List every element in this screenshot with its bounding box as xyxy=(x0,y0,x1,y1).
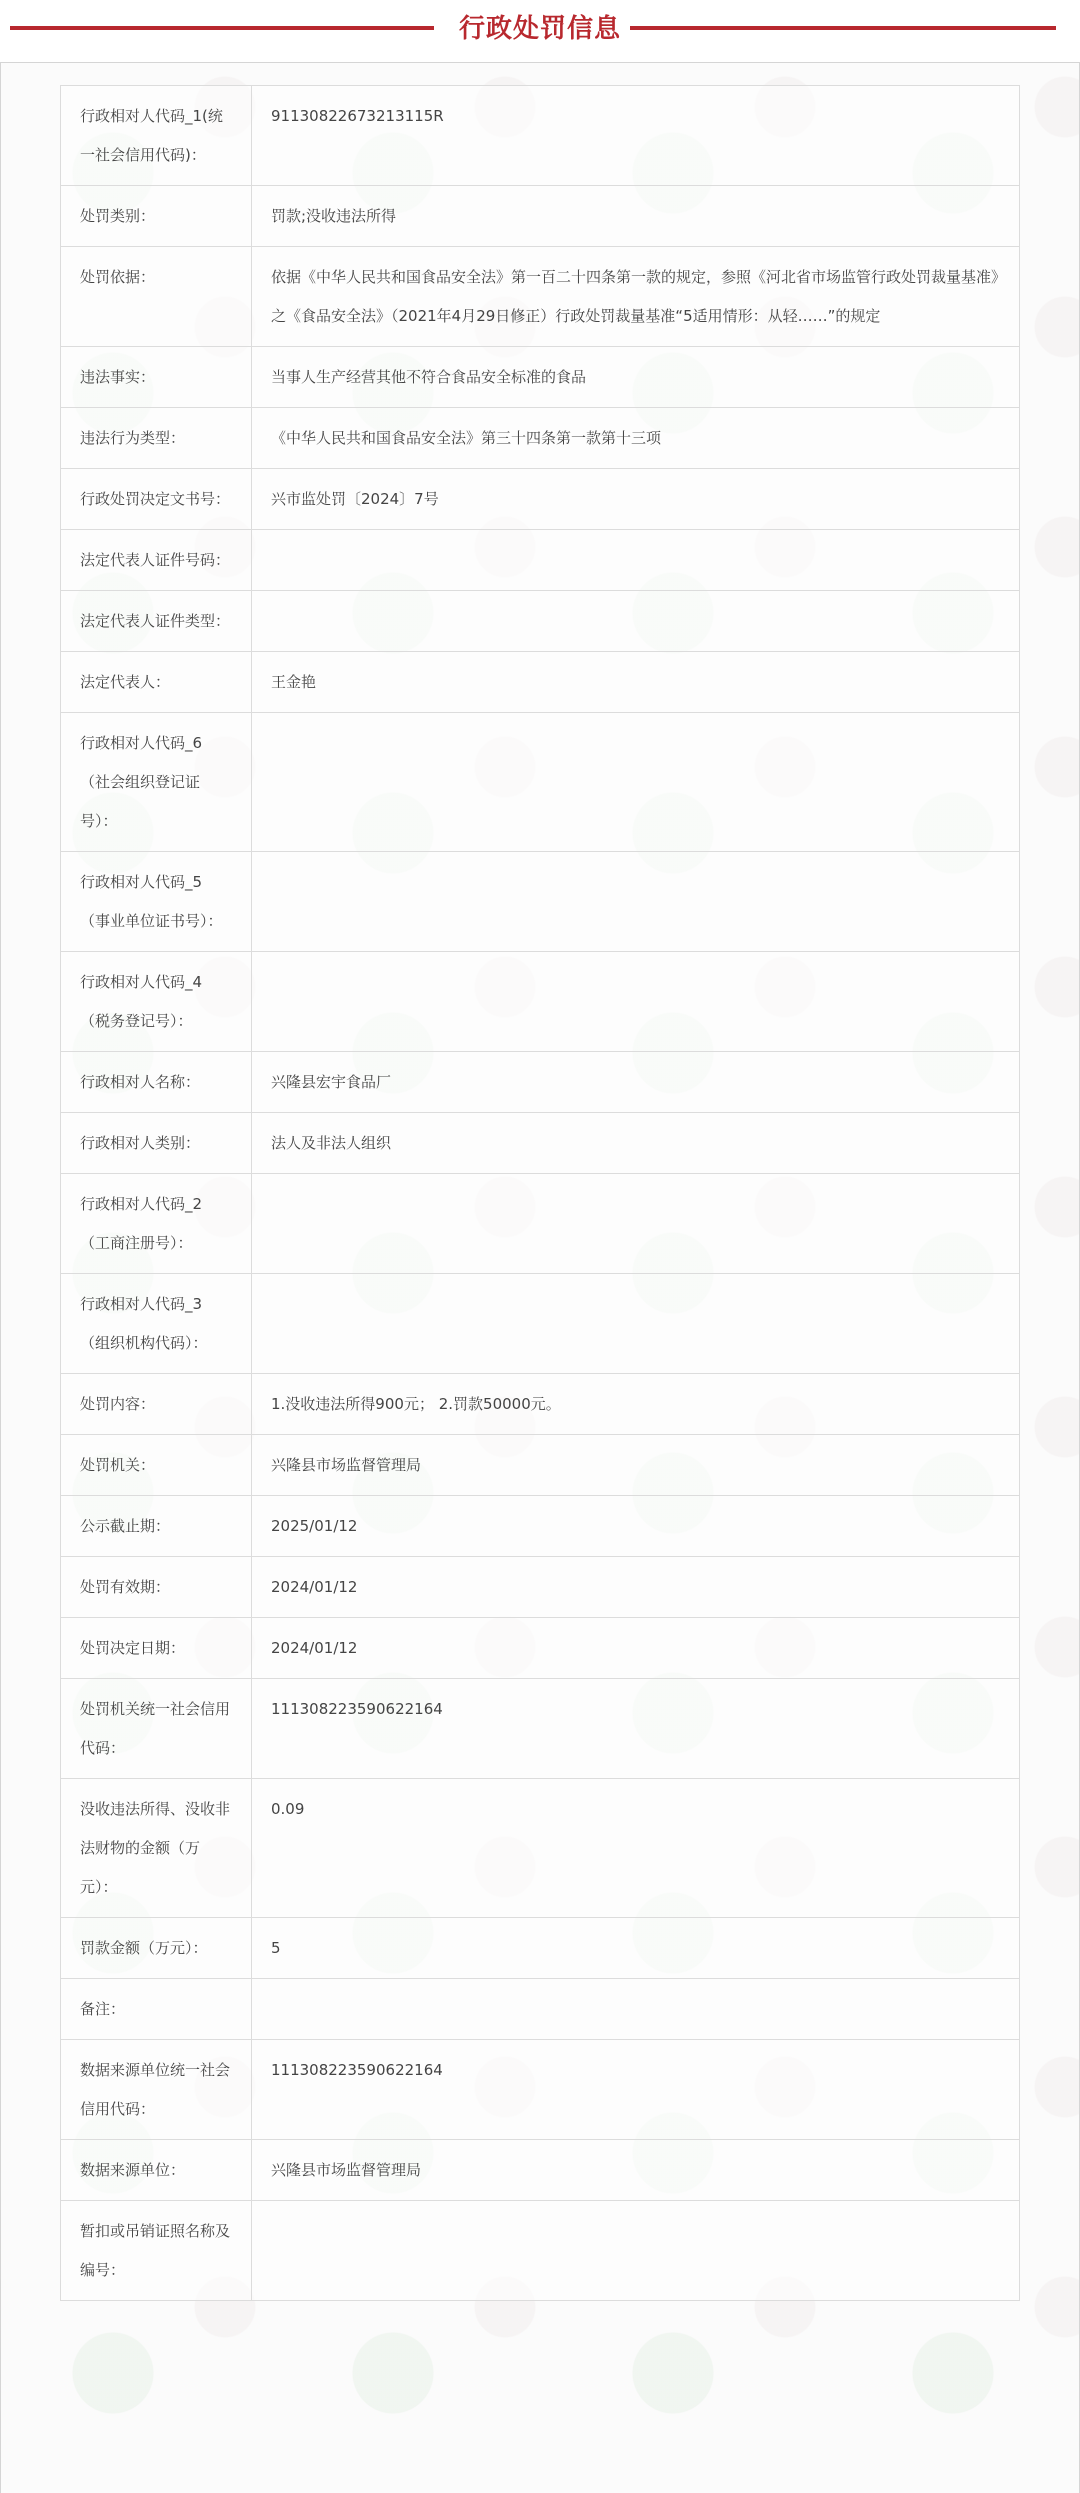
row-value: 111308223590622164 xyxy=(252,2040,1020,2140)
info-panel xyxy=(0,62,1080,2493)
row-label: 行政处罚决定文书号： xyxy=(61,469,252,530)
row-label: 公示截止期： xyxy=(61,1496,252,1557)
row-value xyxy=(252,1979,1020,2040)
info-row-violation-facts xyxy=(61,347,1020,408)
row-value: 兴隆县市场监督管理局 xyxy=(252,1435,1020,1496)
info-row-penalty-basis xyxy=(61,247,1020,347)
row-value xyxy=(252,952,1020,1052)
info-row-source-credit-code xyxy=(61,2040,1020,2140)
info-row-remarks xyxy=(61,1979,1020,2040)
row-value: 1.没收违法所得900元； 2.罚款50000元。 xyxy=(252,1374,1020,1435)
row-label: 备注： xyxy=(61,1979,252,2040)
row-label: 处罚类别： xyxy=(61,186,252,247)
row-label: 处罚决定日期： xyxy=(61,1618,252,1679)
row-value: 2024/01/12 xyxy=(252,1557,1020,1618)
row-value: 依据《中华人民共和国食品安全法》第一百二十四条第一款的规定，参照《河北省市场监管行政处罚裁量基准》之《食品安全法》（2021年4月29日修正）行政处罚裁量基准“5适用情形：从轻……”的规定 xyxy=(252,247,1020,347)
header-rule-right xyxy=(630,26,1056,30)
row-value: 法人及非法人组织 xyxy=(252,1113,1020,1174)
row-label: 行政相对人代码_6（社会组织登记证号）： xyxy=(61,713,252,852)
row-label: 处罚机关： xyxy=(61,1435,252,1496)
info-row-penalty-content xyxy=(61,1374,1020,1435)
row-value: 兴隆县宏宇食品厂 xyxy=(252,1052,1020,1113)
row-value: 0.09 xyxy=(252,1779,1020,1918)
row-label: 数据来源单位： xyxy=(61,2140,252,2201)
section-title: 行政处罚信息 xyxy=(458,14,621,44)
info-row-fine-amount xyxy=(61,1918,1020,1979)
info-row-legal-rep xyxy=(61,652,1020,713)
info-row-code-6-social-org xyxy=(61,713,1020,852)
row-label: 暂扣或吊销证照名称及编号： xyxy=(61,2201,252,2301)
row-label: 行政相对人代码_3（组织机构代码）： xyxy=(61,1274,252,1374)
info-row-penalty-category xyxy=(61,186,1020,247)
row-value xyxy=(252,591,1020,652)
row-value xyxy=(252,713,1020,852)
row-value xyxy=(252,2201,1020,2301)
row-label: 法定代表人证件号码： xyxy=(61,530,252,591)
row-value xyxy=(252,1274,1020,1374)
row-label: 行政相对人代码_1(统一社会信用代码)： xyxy=(61,86,252,186)
row-value: 罚款;没收违法所得 xyxy=(252,186,1020,247)
info-row-legal-rep-id-number xyxy=(61,530,1020,591)
info-row-party-category xyxy=(61,1113,1020,1174)
row-value: 兴市监处罚〔2024〕7号 xyxy=(252,469,1020,530)
row-label: 行政相对人代码_4（税务登记号）： xyxy=(61,952,252,1052)
info-row-penalty-authority xyxy=(61,1435,1020,1496)
row-value: 王金艳 xyxy=(252,652,1020,713)
row-value xyxy=(252,1174,1020,1274)
row-label: 行政相对人代码_2（工商注册号）： xyxy=(61,1174,252,1274)
row-value: 当事人生产经营其他不符合食品安全标准的食品 xyxy=(252,347,1020,408)
row-label: 违法事实： xyxy=(61,347,252,408)
row-label: 行政相对人代码_5（事业单位证书号）： xyxy=(61,852,252,952)
row-value: 兴隆县市场监督管理局 xyxy=(252,2140,1020,2201)
row-value: 91130822673213115R xyxy=(252,86,1020,186)
info-row-license-suspension xyxy=(61,2201,1020,2301)
row-label: 行政相对人名称： xyxy=(61,1052,252,1113)
row-value: 2024/01/12 xyxy=(252,1618,1020,1679)
info-row-decision-doc-number xyxy=(61,469,1020,530)
info-row-legal-rep-id-type xyxy=(61,591,1020,652)
row-value xyxy=(252,852,1020,952)
row-label: 法定代表人： xyxy=(61,652,252,713)
penalty-info-table xyxy=(60,85,1020,2301)
info-row-code-5-institution xyxy=(61,852,1020,952)
row-label: 处罚有效期： xyxy=(61,1557,252,1618)
info-row-publicity-deadline xyxy=(61,1496,1020,1557)
section-header xyxy=(0,0,1080,60)
info-row-code-3-org-code xyxy=(61,1274,1020,1374)
row-label: 处罚内容： xyxy=(61,1374,252,1435)
row-value: 《中华人民共和国食品安全法》第三十四条第一款第十三项 xyxy=(252,408,1020,469)
info-row-violation-type xyxy=(61,408,1020,469)
row-label: 没收违法所得、没收非法财物的金额（万元）： xyxy=(61,1779,252,1918)
row-label: 处罚依据： xyxy=(61,247,252,347)
row-label: 违法行为类型： xyxy=(61,408,252,469)
info-row-code-2-business-reg xyxy=(61,1174,1020,1274)
row-label: 罚款金额（万元）： xyxy=(61,1918,252,1979)
info-row-confiscated-amount xyxy=(61,1779,1020,1918)
row-label: 行政相对人类别： xyxy=(61,1113,252,1174)
row-value xyxy=(252,530,1020,591)
info-row-authority-credit-code xyxy=(61,1679,1020,1779)
info-row-source-unit xyxy=(61,2140,1020,2201)
info-row-credit-code xyxy=(61,86,1020,186)
info-row-code-4-tax xyxy=(61,952,1020,1052)
row-label: 处罚机关统一社会信用代码： xyxy=(61,1679,252,1779)
row-label: 法定代表人证件类型： xyxy=(61,591,252,652)
row-label: 数据来源单位统一社会信用代码： xyxy=(61,2040,252,2140)
row-value: 111308223590622164 xyxy=(252,1679,1020,1779)
row-value: 2025/01/12 xyxy=(252,1496,1020,1557)
info-row-penalty-validity xyxy=(61,1557,1020,1618)
info-row-party-name xyxy=(61,1052,1020,1113)
row-value: 5 xyxy=(252,1918,1020,1979)
info-row-decision-date xyxy=(61,1618,1020,1679)
